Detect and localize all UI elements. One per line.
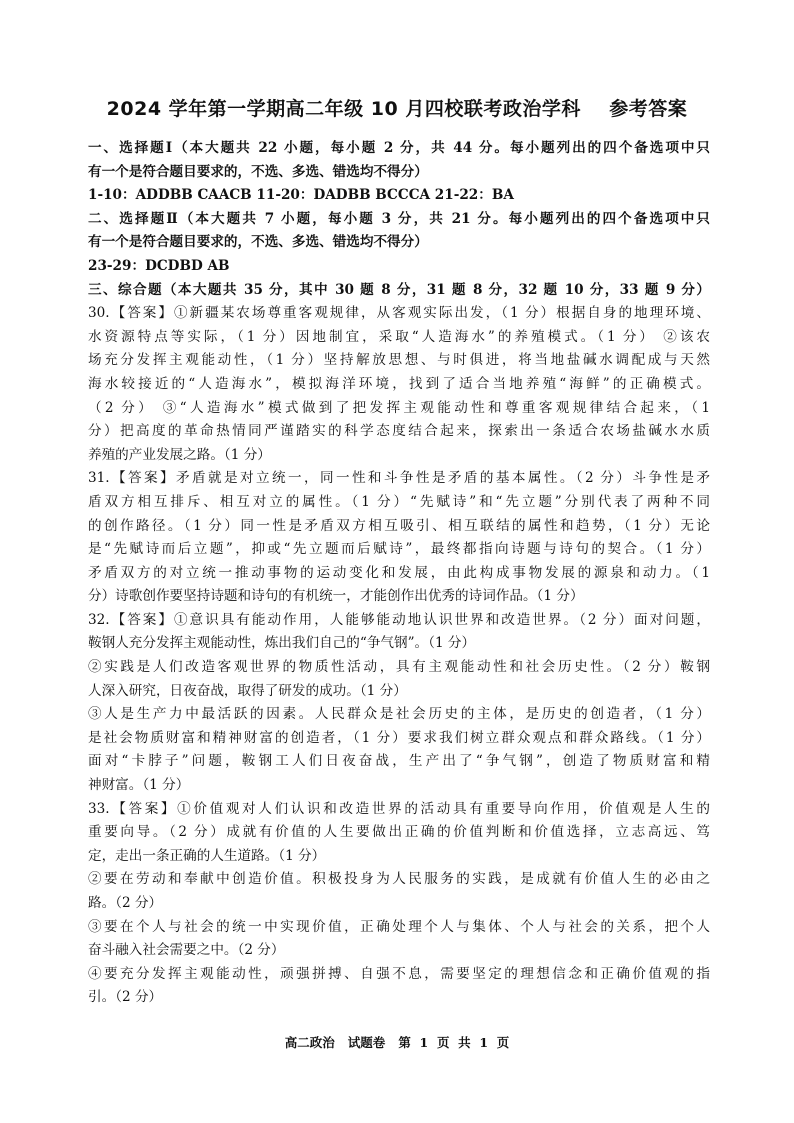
text-line: ②实践是人们改造客观世界的物质性活动，具有主观能动性和社会历史性。（2 分）鞍钢 (88, 659, 710, 676)
text-line: 水资源特点等实际，（1 分）因地制宜，采取“人造海水”的养殖模式。（1 分） ②该农 (88, 328, 710, 345)
text-line: （2 分） ③“人造海水”模式做到了把发挥主观能动性和尊重客观规律结合起来，（1 (88, 399, 710, 416)
text-line: ③要在个人与社会的统一中实现价值，正确处理个人与集体、个人与社会的关系，把个人 (88, 918, 710, 935)
text-line: 有一个是符合题目要求的，不选、多选、错选均不得分） (88, 163, 428, 180)
text-line: 分）把高度的革命热情同严谨踏实的科学态度结合起来，探索出一条适合农场盐碱水水质 (88, 423, 710, 440)
text-line: 一、选择题Ⅰ（本大题共 22 小题，每小题 2 分，共 44 分。每小题列出的四个备选项中只 (88, 140, 710, 156)
text-line: 引。（2 分） (88, 989, 163, 1006)
text-line: 1-10：ADDBB CAACB 11-20：DADBB BCCCA 21-22：BA (88, 187, 514, 204)
text-line: 矛盾双方的对立统一推动事物的运动变化和发展，由此构成事物发展的源泉和动力。（1 (88, 564, 710, 581)
text-line: 30.【答案】①新疆某农场尊重客观规律，从客观实际出发，（1 分）根据自身的地理环境、 (88, 305, 710, 322)
text-line: 有一个是符合题目要求的，不选、多选、错选均不得分） (88, 234, 428, 251)
text-line: 重要向导。（2 分）成就有价值的人生要做出正确的价值判断和价值选择，立志高远、笃 (88, 824, 710, 841)
text-line: 神财富。（1 分） (88, 777, 190, 794)
page-title: 2024 学年第一学期高二年级 10 月四校联考政治学科 参考答案 (106, 98, 688, 120)
text-line: 路。（2 分） (88, 895, 163, 911)
text-line: 是“先赋诗而后立题”，抑或“先立题而后赋诗”，最终都指向诗题与诗句的契合。（1 分） (88, 541, 710, 558)
text-line: 32.【答案】①意识具有能动作用，人能够能动地认识世界和改造世界。（2 分）面对问题， (88, 611, 710, 628)
text-line: 鞍钢人充分发挥主观能动性，炼出我们自己的“争气钢”。（1 分） (88, 635, 476, 652)
text-line: 的创作路径。（1 分）同一性是矛盾双方相互吸引、相互联结的属性和趋势，（1 分）无论 (88, 517, 710, 534)
text-line: 31.【答案】矛盾就是对立统一，同一性和斗争性是矛盾的基本属性。（2 分）斗争性是矛 (88, 470, 710, 487)
text-line: ③人是生产力中最活跃的因素。人民群众是社会历史的主体，是历史的创造者，（1 分） (88, 706, 710, 723)
text-line: 养殖的产业发展之路。（1 分） (88, 446, 271, 463)
text-line: 分）诗歌创作要坚持诗题和诗句的有机统一，才能创作出优秀的诗词作品。（1 分） (88, 588, 584, 605)
answer-body (88, 137, 710, 1010)
text-line: 场充分发挥主观能动性，（1 分）坚持解放思想、与时俱进，将当地盐碱水调配成与天然 (88, 352, 710, 369)
text-line: 面对“卡脖子”问题，鞍钢工人们日夜奋战，生产出了“争气钢”，创造了物质财富和精 (88, 753, 710, 770)
text-line: 是社会物质财富和精神财富的创造者，（1 分）要求我们树立群众观点和群众路线。（1 分） (88, 729, 710, 746)
text-line: 定，走出一条正确的人生道路。（1 分） (88, 847, 326, 864)
text-line: 二、选择题Ⅱ（本大题共 7 小题，每小题 3 分，共 21 分。每小题列出的四个备选项中只 (88, 210, 710, 227)
text-line: ④要充分发挥主观能动性，顽强拼搏、自强不息，需要坚定的理想信念和正确价值观的指 (88, 965, 710, 982)
text-line: 海水较接近的“人造海水”，模拟海洋环境，找到了适合当地养殖“海鲜”的正确模式。 (88, 375, 710, 392)
text-line: ②要在劳动和奉献中创造价值。积极投身为人民服务的实践，是成就有价值人生的必由之 (88, 871, 710, 888)
text-line: 23-29：DCDBD AB (88, 257, 230, 274)
text-line: 33.【答案】①价值观对人们认识和改造世界的活动具有重要导向作用，价值观是人生的 (88, 800, 710, 817)
text-line: 人深入研究，日夜奋战，取得了研发的成功。（1 分） (88, 682, 407, 699)
text-line: 盾双方相互排斥、相互对立的属性。（1 分）“先赋诗”和“先立题”分别代表了两种不同 (88, 493, 710, 510)
text-line: 奋斗融入社会需要之中。（2 分） (88, 942, 285, 959)
page-footer: 高二政治 试题卷 第 1 页 共 1 页 (284, 1035, 510, 1050)
text-line: 三、综合题（本大题共 35 分，其中 30 题 8 分，31 题 8 分，32 题 10 分，33 题 9 分） (88, 281, 710, 298)
